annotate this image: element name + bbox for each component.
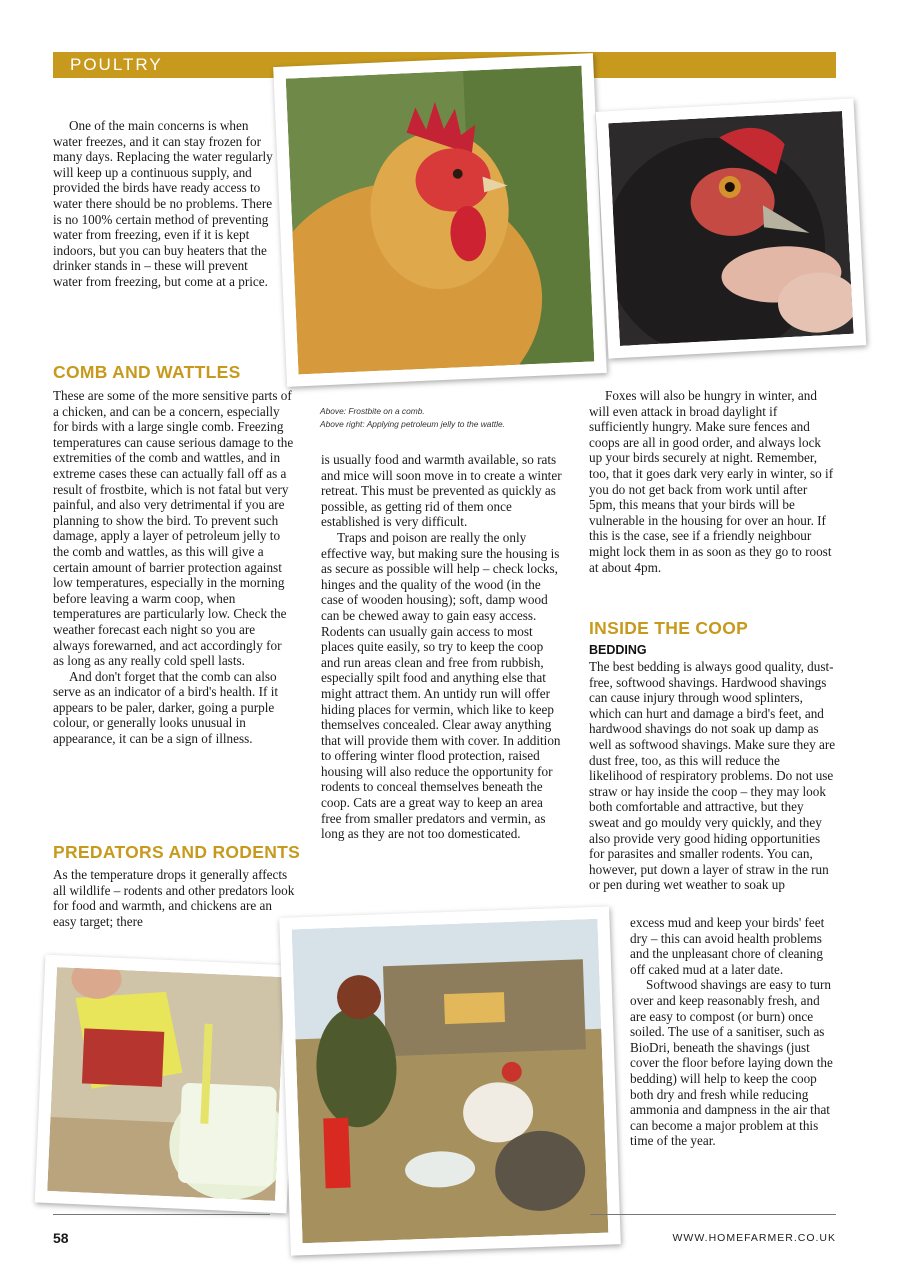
- intro-paragraph: One of the main concerns is when water freezes, and it can stay frozen for many days. Replacing the water regularly will keep up a continuous supply, and provided the birds have ready access to water there should be no problems. There is no 100% certain method of preventing water from freezing, even if it is kept indoors, but you can buy heaters that the drinker stands in – these will prevent water from freezing, but come at a price.: [53, 118, 273, 289]
- photo-sanitiser-pouring: [47, 967, 285, 1201]
- photo-petroleum-jelly-wattle: [608, 111, 853, 346]
- photo-woman-feeding-chickens: [292, 919, 609, 1243]
- rodent-paragraph-1: is usually food and warmth available, so rats and mice will soon move in to create a winter retreat. This must be prevented as quickly as possible, as getting rid of them once established is very difficult.: [321, 452, 562, 530]
- column-3: [589, 388, 836, 575]
- section-label: POULTRY: [70, 55, 163, 74]
- column-2: [321, 452, 563, 842]
- bedding-paragraph-1-cont: excess mud and keep your birds' feet dry – this can avoid health problems and the unpleasant chore of cleaning off caked mud at a later date.: [630, 915, 825, 977]
- subheading-bedding: BEDDING: [589, 643, 647, 657]
- photo-captions: [320, 405, 580, 431]
- comb-paragraph-2: And don't forget that the comb can also serve as an indicator of a bird's health. If it appears to be paler, darker, going a purple colour, or generally looks unusual in appearance, it can be a sign of illness.: [53, 668, 279, 747]
- caption-2: Above right: Applying petroleum jelly to the wattle.: [320, 419, 505, 429]
- heading-predators-rodents: PREDATORS AND RODENTS: [53, 842, 301, 862]
- photo-frame-sanitiser: [35, 955, 298, 1214]
- predators-paragraph-1: As the temperature drops it generally affects all wildlife – rodents and other predators look for food and warmth, and chickens are an easy target; there: [53, 867, 295, 929]
- page-number: 58: [53, 1230, 69, 1246]
- comb-paragraph-1: These are some of the more sensitive parts of a chicken, and can be a concern, especially for birds with a large single comb. Freezing temperatures can cause serious damage to the extremities of the comb and wattles, and in extreme cases these can actually fall off as a result of frostbite, which is not fatal but very painful, and also very detrimental if you are planning to show the bird. To prevent such damage, apply a layer of petroleum jelly to the comb and wattles, as this will give a certain amount of barrier protection against low temperatures, especially in the morning before leaving a warm coop, when temperatures are particularly low. Check the weather forecast each night so you are always forewarned, and act accordingly for as long as any really cold spell lasts.: [53, 388, 294, 669]
- photo-frame-feeding: [279, 906, 621, 1255]
- predators-section: [53, 867, 295, 929]
- bedding-paragraph-2: Softwood shavings are easy to turn over and keep reasonably fresh, and are easy to compost (or burn) once soiled. The use of a sanitiser, such as BioDri, beneath the shavings (just cover the floor before laying down the bedding) will help to keep the coop both dry and fresh while reducing ammonia and dampness in the air that can become a major problem at this time of the year.: [630, 977, 833, 1149]
- footer-rule-left: [53, 1214, 270, 1215]
- bedding-wrap: [630, 915, 836, 1149]
- website-link[interactable]: WWW.HOMEFARMER.CO.UK: [672, 1232, 836, 1244]
- photo-frame-frostbite: [273, 53, 607, 387]
- comb-section: [53, 388, 295, 747]
- photo-frostbite-comb: [286, 66, 595, 375]
- foxes-paragraph: Foxes will also be hungry in winter, and will even attack in broad daylight if sufficiently hungry. Make sure fences and coops are all in good order, and always lock up your birds securely at night. Remember, too, that it goes dark very early in winter, so if you do not get back from work until after 5pm, this means that your birds will be vulnerable in the housing for over an hour. If this is the case, see if a friendly neighbour might lock them in as soon as they go to roost at about 4pm.: [589, 388, 834, 575]
- rodent-paragraph-2: Traps and poison are really the only effective way, but making sure the housing is as secure as possible will help – check locks, hinges and the quality of the wood (in the case of wooden housing); soft, damp wood can be chewed away to gain easy access. Rodents can usually gain access to most places quite easily, so try to keep the coop and run areas clean and free from rubbish, especially spilt food and anything else that might attract them. An untidy run will offer hiding places for vermin, which like to keep themselves concealed. Clear away anything that will provide them with cover. In addition to offering winter flood protection, raised housing will also reduce the opportunity for rodents to conceal themselves beneath the coop. Cats are a great way to keep an area free from smaller predators and vermin, as long as they are not too domesticated.: [321, 529, 561, 842]
- bedding-section: [589, 659, 836, 893]
- column-1: [53, 118, 278, 290]
- photo-frame-wattle: [596, 98, 867, 358]
- heading-comb-wattles: COMB AND WATTLES: [53, 362, 241, 382]
- footer-rule-right: [590, 1214, 836, 1215]
- caption-1: Above: Frostbite on a comb.: [320, 406, 425, 416]
- heading-inside-coop: INSIDE THE COOP: [589, 618, 749, 638]
- bedding-paragraph-1: The best bedding is always good quality, dust-free, softwood shavings. Hardwood shavings can cause injury through wood splinters, which can hurt and damage a bird's feet, and hardwood shavings do not soak up damp as well as softwood shavings. Make sure they are dust free, too, as this will reduce the likelihood of respiratory problems. Do not use straw or hay inside the coop – they may look both comfortable and attractive, but they sweat and go mouldy very quickly, and they also provide very good hiding opportunities for parasites and smaller rodents. You can, however, put down a layer of straw in the run or pen during wet weather to soak up: [589, 659, 836, 893]
